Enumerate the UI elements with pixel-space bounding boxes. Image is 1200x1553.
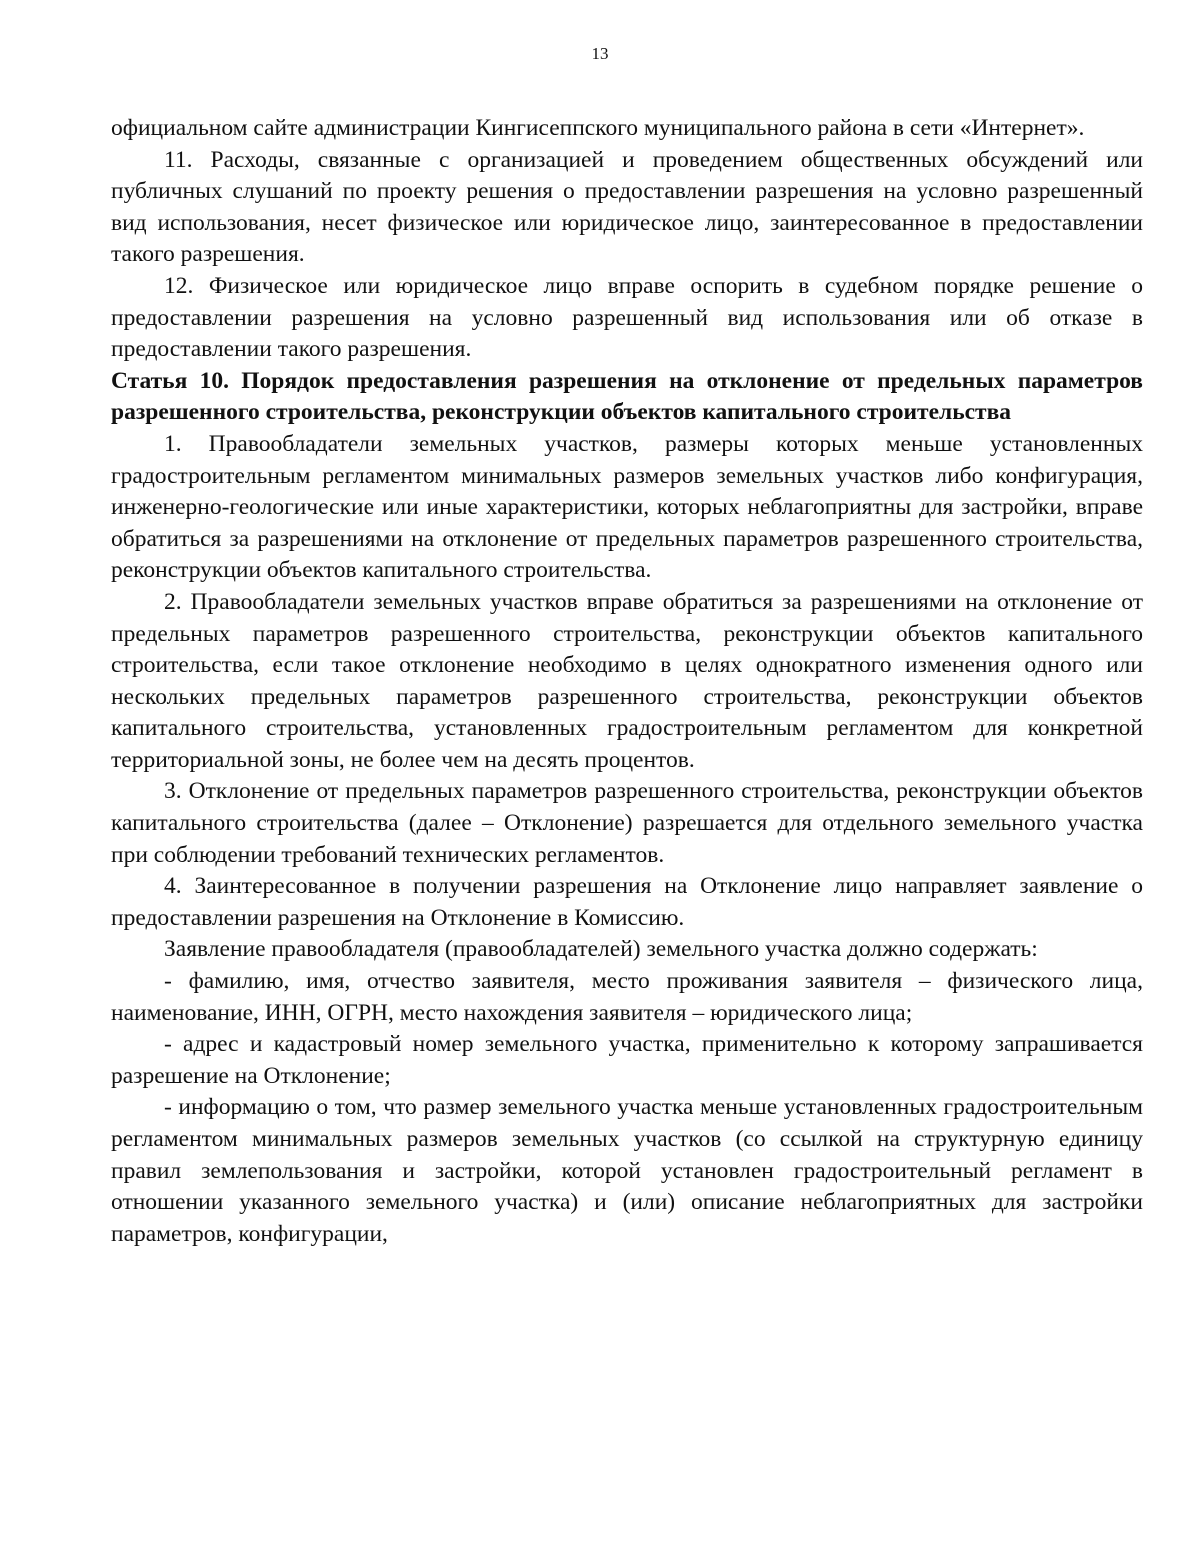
article-paragraph-2: 2. Правообладатели земельных участков вправе обратиться за разрешениями на отклонение от предельных параметров разрешенного строительства, реконструкции объектов капитального строительства, если такое отклонение необходимо в целях однократного изменения одного или нескольких предельных параметров разрешенного строительства, реконструкции объектов капитального строительства, установленных градостроительным регламентом для конкретной территориальной зоны, не более чем на десять процентов. <box>111 588 1143 773</box>
application-contents-intro: Заявление правообладателя (правообладателей) земельного участка должно содержать: <box>164 936 1038 963</box>
article-paragraph-1: 1. Правообладатели земельных участков, размеры которых меньше установленных градостроительным регламентом минимальных размеров земельных участков либо конфигурация, инженерно-геологические или иные характеристики, которых неблагоприятны для застройки, вправе обратиться за разрешениями на отклонение от предельных параметров разрешенного строительства, реконструкции объектов капитального строительства. <box>111 430 1143 584</box>
article-paragraph-3: 3. Отклонение от предельных параметров разрешенного строительства, реконструкции объектов капитального строительства (далее – Отклонение) разрешается для отдельного земельного участка при соблюдении требований технических регламентов. <box>111 778 1143 868</box>
paragraph-continuation: официальном сайте администрации Кингисеппского муниципального района в сети «Интернет». <box>111 115 1085 141</box>
list-item-applicant-info: - фамилию, имя, отчество заявителя, место проживания заявителя – физического лица, наименование, ИНН, ОГРН, место нахождения заявителя – юридического лица; <box>111 968 1143 1026</box>
page-number: 13 <box>591 44 609 63</box>
article-paragraph-4: 4. Заинтересованное в получении разрешения на Отклонение лицо направляет заявление о предоставлении разрешения на Отклонение в Комиссию. <box>111 873 1143 931</box>
paragraph-item-11: 11. Расходы, связанные с организацией и проведением общественных обсуждений или публичных слушаний по проекту решения о предоставлении разрешения на условно разрешенный вид использования, несет физическое или юридическое лицо, заинтересованное в предоставлении такого разрешения. <box>111 146 1143 268</box>
paragraph-item-12: 12. Физическое или юридическое лицо вправе оспорить в судебном порядке решение о предоставлении разрешения на условно разрешенный вид использования или об отказе в предоставлении такого разрешения. <box>111 272 1143 363</box>
list-item-plot-size-info: - информацию о том, что размер земельного участка меньше установленных градостроительным регламентом минимальных размеров земельных участков (со ссылкой на структурную единицу правил землепользования и застройки, которой установлен градостроительный регламент в отношении указанного земельного участка) и (или) описание неблагоприятных для застройки параметров, конфигурации, <box>111 1094 1143 1247</box>
article-10-heading: Статья 10. Порядок предоставления разрешения на отклонение от предельных параметров разрешенного строительства, реконструкции объектов капитального строительства <box>111 367 1143 426</box>
document-body <box>111 113 1143 1250</box>
list-item-address-cadastral: - адрес и кадастровый номер земельного участка, применительно к которому запрашивается разрешение на Отклонение; <box>111 1031 1143 1089</box>
